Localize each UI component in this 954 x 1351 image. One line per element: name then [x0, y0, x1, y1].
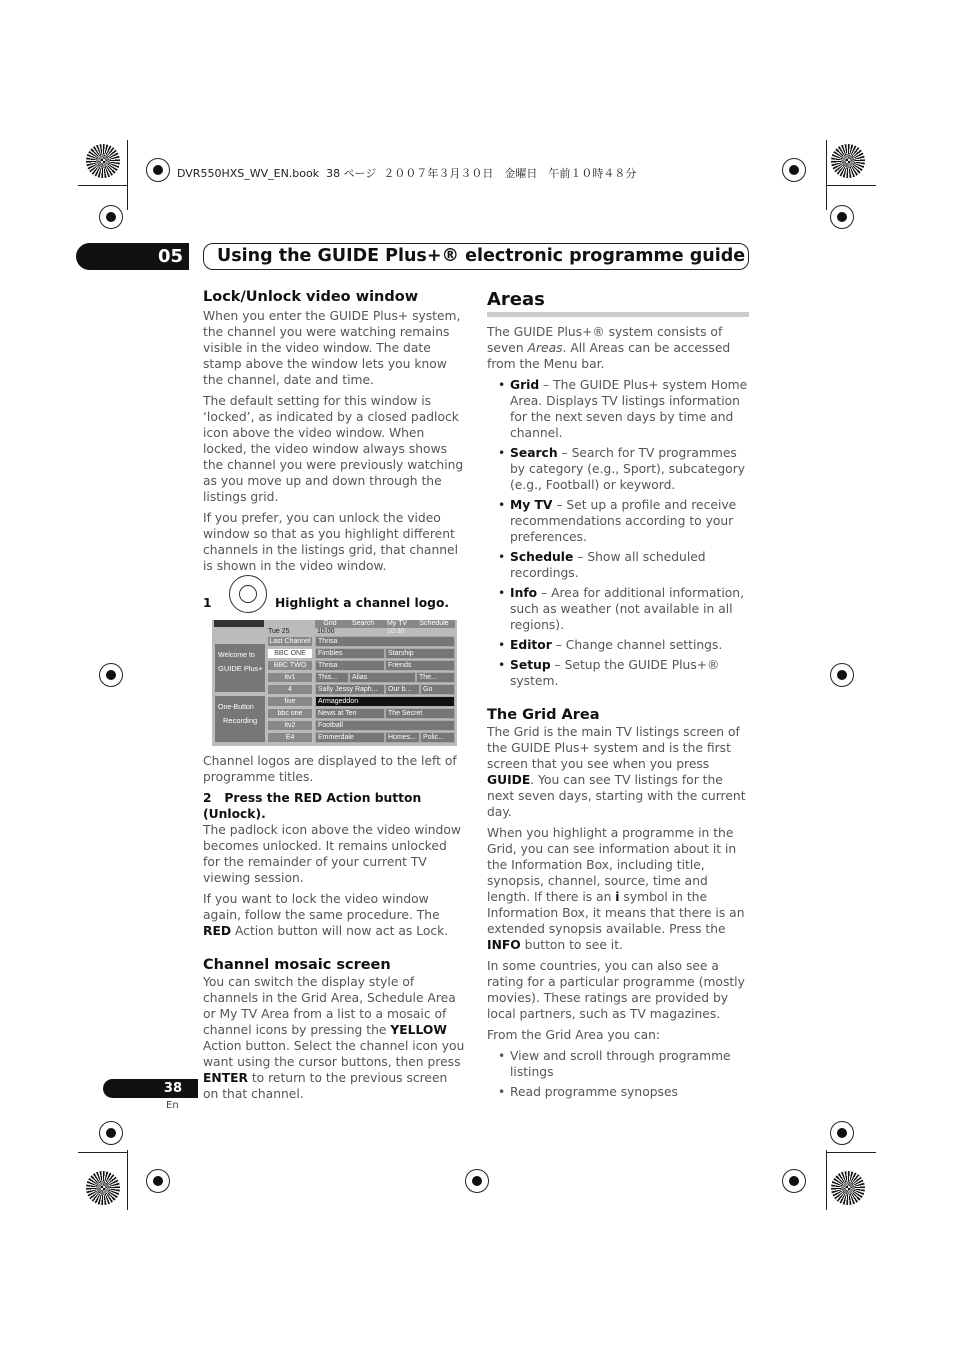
text-span: INFO: [487, 938, 521, 952]
panel-text: Welcome to: [218, 652, 255, 659]
channel-logo[interactable]: BBC TWO: [267, 660, 313, 671]
programme-cell[interactable]: News at Ten: [315, 708, 385, 719]
programme-cell[interactable]: The Secret: [385, 708, 455, 719]
programme-cell[interactable]: Starship: [385, 648, 455, 659]
text-span: Setup: [510, 658, 551, 672]
programme-cell[interactable]: Homes...: [385, 732, 420, 743]
registration-sun-icon: [831, 144, 865, 178]
registration-mark-icon: [99, 1121, 123, 1145]
panel-text: One-Button: [218, 704, 254, 711]
text-span: Editor: [510, 638, 552, 652]
programme-cell[interactable]: Armageddon: [315, 696, 455, 707]
text-span: You can switch the display style of channels in the Grid Area, Schedule Area or My TV Area from a list to a mosaic of channel icons by pressing the: [203, 975, 456, 1037]
area-item: [487, 445, 749, 493]
registration-mark-icon: [99, 663, 123, 687]
text-span: . All Areas can be accessed from the Menu bar.: [487, 341, 731, 371]
registration-mark-icon: [146, 158, 170, 182]
text-span: Areas: [527, 341, 563, 355]
channel-logo[interactable]: itv1: [267, 672, 313, 683]
paragraph: When you enter the GUIDE Plus+ system, the channel you were watching remains visible in the video window. The date stamp above the window lets you know the channel, date and time.: [203, 309, 461, 387]
programme-cell[interactable]: Fimbles: [315, 648, 385, 659]
text-span: Schedule: [510, 550, 574, 564]
registration-mark-icon: [99, 205, 123, 229]
print-header: DVR550HXS_WV_EN.book 38 ページ ２００７年３月３０日 金曜日 午前１０時４８分: [177, 167, 637, 180]
text-span: symbol in the Information Box, it means that there is an extended synopsis available. Press the: [487, 890, 745, 936]
date: Tue 25: [268, 628, 290, 635]
menu-schedule[interactable]: Schedule: [419, 620, 449, 627]
text-span: RED: [203, 924, 232, 938]
paragraph: [487, 724, 749, 820]
chapter-title: [203, 243, 749, 270]
text-span: 38: [163, 1081, 182, 1096]
registration-mark-icon: [830, 205, 854, 229]
programme-cell[interactable]: This...: [315, 672, 349, 683]
lock-heading: Lock/Unlock video window: [203, 289, 419, 305]
registration-mark-icon: [146, 1169, 170, 1193]
chapter-number: [76, 243, 189, 270]
programme-cell[interactable]: Alias: [349, 672, 416, 683]
page-number: [103, 1079, 198, 1098]
menu-bar: [315, 620, 455, 628]
paragraph: [203, 891, 465, 939]
text-span: button to see it.: [520, 938, 623, 952]
programme-cell[interactable]: Thrisa: [315, 660, 385, 671]
text-span: Grid: [510, 378, 540, 392]
channel-logo[interactable]: 4: [267, 684, 313, 695]
guide-screen: [212, 620, 457, 746]
area-item: [487, 497, 749, 545]
areas-heading: Areas: [487, 288, 749, 317]
text-span: – Change channel settings.: [551, 638, 723, 652]
registration-sun-icon: [86, 144, 120, 178]
text-span: Action button will now act as Lock.: [231, 924, 449, 938]
programme-cell[interactable]: Friends: [385, 660, 455, 671]
text-span: – Setup the GUIDE Plus+® system.: [510, 658, 720, 688]
text-span: ENTER: [203, 1071, 248, 1085]
registration-mark-icon: [830, 1121, 854, 1145]
panel-text: GUIDE Plus+: [218, 664, 263, 673]
language: En: [166, 1100, 179, 1111]
programme-cell[interactable]: Football: [315, 720, 455, 731]
panel-text: Recording: [223, 716, 258, 725]
programme-cell[interactable]: Thrisa: [315, 636, 455, 647]
list-item: • Read programme synopses: [487, 1084, 749, 1100]
list-item: • View and scroll through programme listings: [487, 1048, 749, 1080]
text-span: Info: [510, 586, 538, 600]
paragraph: In some countries, you can also see a rating for a particular programme (mostly movies). These ratings are provided by local partners, such as TV magazines.: [487, 959, 745, 1021]
step-text: Highlight a channel logo.: [275, 596, 450, 610]
menu-mytv[interactable]: My TV: [386, 620, 408, 627]
text-span: – Area for additional information, such as weather (not available in all regions).: [510, 586, 744, 632]
mosaic-heading: Channel mosaic screen: [203, 957, 391, 973]
channel-logo[interactable]: itv2: [267, 720, 313, 731]
chapter-title-text: Using the GUIDE Plus+® electronic programme guide: [217, 246, 746, 266]
text-span: i: [615, 890, 620, 904]
step-text: Press the RED Action button (Unlock).: [203, 791, 422, 821]
text-span: – The GUIDE Plus+ system Home Area. Displays TV listings information for the next seven days by time and channel.: [510, 378, 748, 440]
text-span: – Set up a profile and receive recommendations according to your preferences.: [510, 498, 737, 544]
programme-cell[interactable]: Our b...: [385, 684, 420, 695]
registration-mark-icon: [782, 158, 806, 182]
text-span: . You can see TV listings for the next seven days, starting with the current day.: [487, 773, 746, 819]
step-1: [203, 596, 450, 610]
welcome-panel: [215, 644, 265, 692]
programme-cell[interactable]: Polic...: [420, 732, 455, 743]
channel-logo[interactable]: BBC ONE: [267, 648, 313, 659]
text-span: My TV: [510, 498, 553, 512]
channel-logo[interactable]: five: [267, 696, 313, 707]
area-item: [487, 585, 749, 633]
text-span: GUIDE: [487, 773, 531, 787]
registration-sun-icon: [831, 1171, 865, 1205]
paragraph: [487, 324, 749, 372]
registration-mark-icon: [465, 1169, 489, 1193]
area-item: [487, 637, 749, 653]
registration-mark-icon: [782, 1169, 806, 1193]
programme-cell[interactable]: Emmerdale: [315, 732, 385, 743]
registration-sun-icon: [86, 1171, 120, 1205]
areas-list: [487, 377, 749, 689]
paragraph: The default setting for this window is ‘locked’, as indicated by a closed padlock icon above the video window. When locked, the video window always shows the channel you were previously watching as you move up and down through the listings grid.: [203, 394, 464, 504]
paragraph: Channel logos are displayed to the left of programme titles.: [203, 754, 457, 784]
channel-logo[interactable]: E4: [267, 732, 313, 743]
programme-cell[interactable]: The...: [416, 672, 455, 683]
step-number: 1: [203, 596, 212, 610]
text-span: – Search for TV programmes by category (e.g., Sport), subcategory (e.g., Football) or keyword.: [510, 446, 746, 492]
menu-search[interactable]: Search: [351, 620, 375, 627]
time-slot: 10:00: [317, 628, 335, 635]
paragraph: [487, 825, 749, 953]
text-span: The Grid is the main TV listings screen of the GUIDE Plus+ system and is the first screen that you see when you press: [487, 725, 740, 771]
step-number: 2: [203, 791, 212, 805]
paragraph: If you prefer, you can unlock the video window so that as you highlight different channels in the listings grid, that channel is shown in the video window.: [203, 511, 459, 573]
programme-cell[interactable]: Go: [420, 684, 455, 695]
time-slot: 10:30: [387, 628, 405, 635]
channel-logo[interactable]: Last Channel: [267, 636, 313, 647]
chapter-number-text: 05: [157, 246, 183, 267]
text-span: When you highlight a programme in the Grid, you can see information about it in the Information Box, including title, synopsis, channel, source, time and length. If there is an: [487, 826, 737, 904]
area-item: [487, 377, 749, 441]
paragraph: From the Grid Area you can:: [487, 1028, 661, 1042]
grid-area-heading: The Grid Area: [487, 707, 600, 723]
registration-mark-icon: [830, 663, 854, 687]
text-span: Search: [510, 446, 558, 460]
menu-grid[interactable]: Grid: [323, 620, 337, 627]
text-span: Action button. Select the channel icon you want using the cursor buttons, then press: [203, 1039, 465, 1069]
step-2: [203, 790, 465, 822]
area-item: [487, 657, 749, 689]
text-span: to return to the previous screen on that channel.: [203, 1071, 448, 1101]
text-span: – Show all scheduled recordings.: [510, 550, 706, 580]
paragraph: The padlock icon above the video window becomes unlocked. It remains unlocked for the remainder of your current TV viewing session.: [203, 823, 461, 885]
area-item: [487, 549, 749, 581]
paragraph: [203, 974, 465, 1102]
text-span: The GUIDE Plus+® system consists of seven: [487, 325, 723, 355]
text-span: YELLOW: [390, 1023, 447, 1037]
text-span: If you want to lock the video window again, follow the same procedure. The: [203, 892, 440, 922]
programme-cell[interactable]: Sally Jessy Raph...: [315, 684, 385, 695]
channel-logo[interactable]: bbc one: [267, 708, 313, 719]
cursor-button-icon: [229, 575, 267, 613]
recording-panel: [215, 696, 265, 742]
